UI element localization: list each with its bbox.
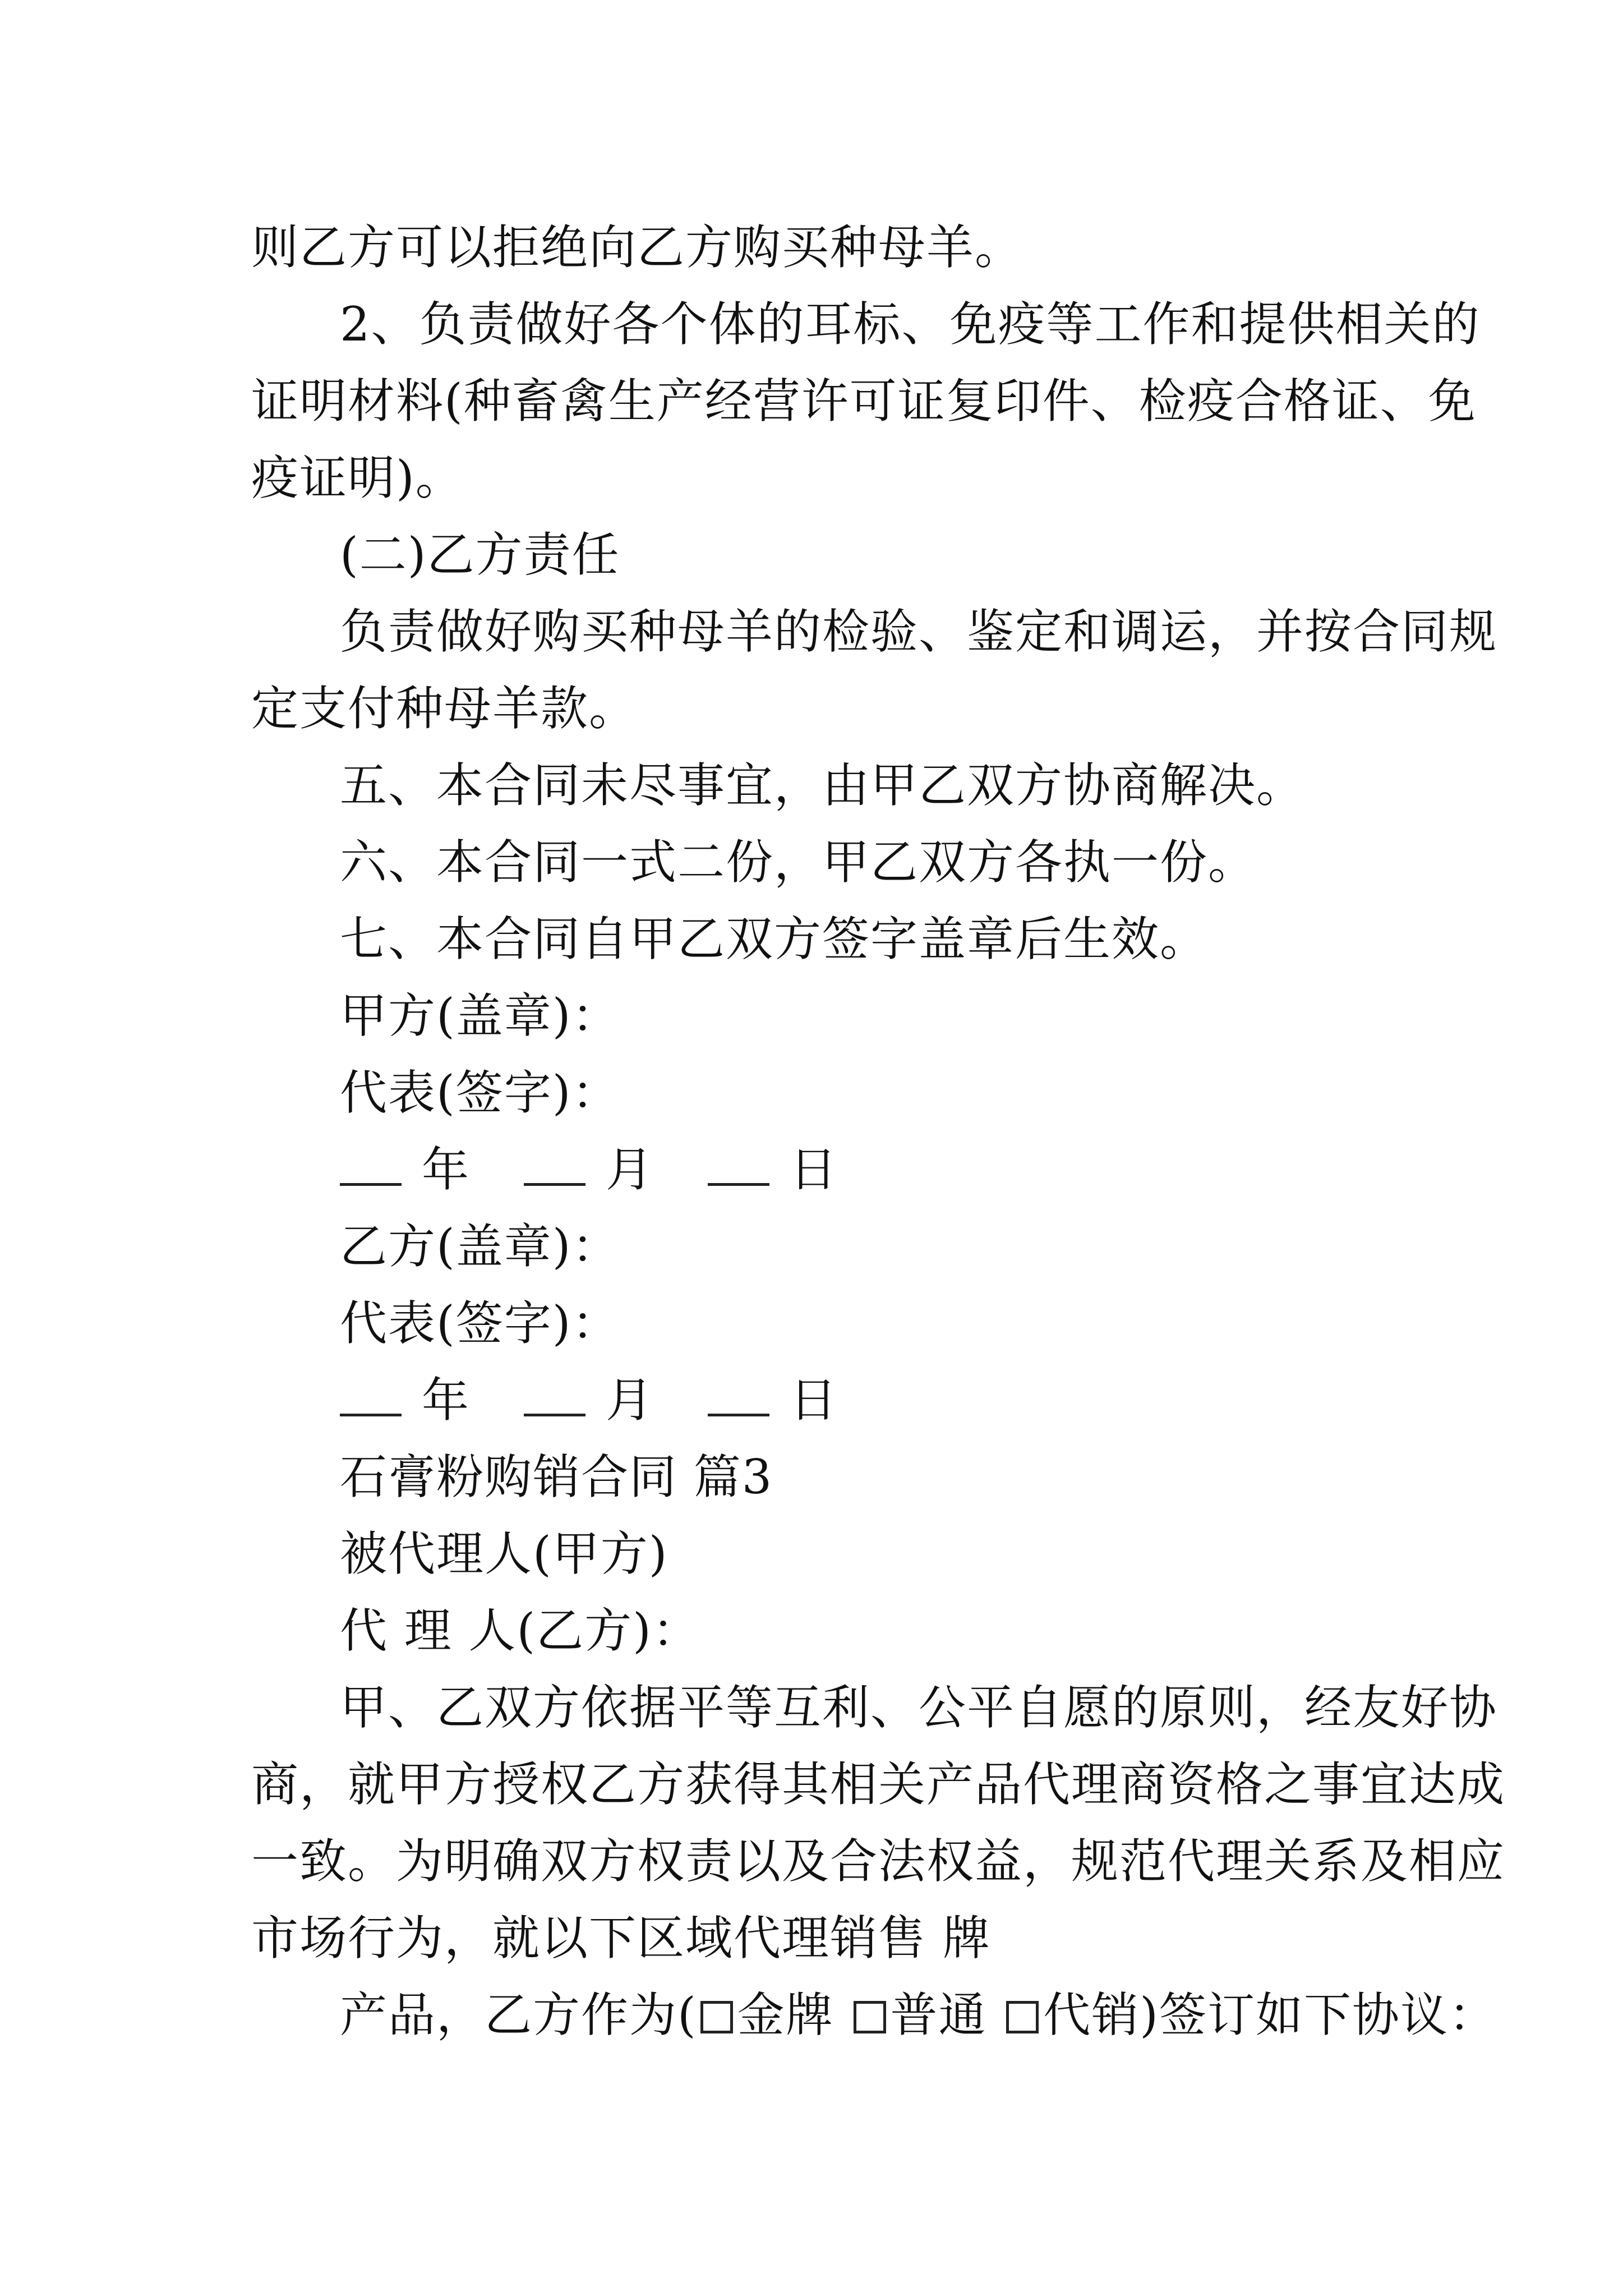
agent-type-line <box>251 1977 1497 2054</box>
text-line-agreement-4: 市场行为，就以下区域代理销售 牌 <box>251 1911 991 1966</box>
day-blank <box>708 1147 769 1186</box>
party-a-signature-label: 代表(签字)： <box>340 1065 620 1120</box>
month-field <box>524 1362 654 1439</box>
month-field <box>524 1131 654 1208</box>
party-a-seal-label: 甲方(盖章)： <box>340 988 620 1043</box>
text-line-agreement-1: 甲、乙双方依据平等互利、公平自愿的原则，经友好协 <box>340 1680 1498 1735</box>
clause-five: 五、本合同未尽事宜，由甲乙双方协商解决。 <box>340 758 1305 813</box>
party-b-seal-label: 乙方(盖章)： <box>340 1219 620 1274</box>
day-field <box>708 1131 838 1208</box>
year-blank <box>340 1378 402 1416</box>
text-line-6: 负责做好购买种母羊的检验、鉴定和调运，并按合同规 <box>340 604 1498 659</box>
year-blank <box>340 1147 402 1186</box>
text-line-agreement-2: 商，就甲方授权乙方获得其相关产品代理商资格之事宜达成 <box>251 1757 1506 1812</box>
year-label: 年 <box>422 1142 471 1197</box>
regular-checkbox[interactable] <box>854 2001 886 2033</box>
gold-checkbox[interactable] <box>700 2001 733 2033</box>
agent-type-prefix: 产品，乙方作为( <box>340 1987 697 2042</box>
gold-option-label: 金牌 <box>737 1987 834 2042</box>
month-blank <box>524 1147 585 1186</box>
clause-seven: 七、本合同自甲乙双方签字盖章后生效。 <box>340 912 1209 967</box>
document-body <box>251 209 1506 2054</box>
day-label: 日 <box>790 1373 838 1428</box>
month-blank <box>524 1378 585 1416</box>
party-b-date-line <box>251 1362 1390 1439</box>
clause-six: 六、本合同一式二份，甲乙双方各执一份。 <box>340 835 1257 890</box>
regular-option-label: 普通 <box>890 1987 987 2042</box>
day-field <box>708 1362 838 1439</box>
text-line-agreement-3: 一致。为明确双方权责以及合法权益，规范代理关系及相应 <box>251 1834 1506 1889</box>
consignment-option-label: 代销 <box>1043 1987 1140 2042</box>
agent-label: 代 理 人(乙方)： <box>340 1603 700 1658</box>
party-b-signature-label: 代表(签字)： <box>340 1296 620 1351</box>
year-field <box>340 1131 470 1208</box>
text-line-7: 定支付种母羊款。 <box>251 681 638 736</box>
day-blank <box>708 1378 769 1416</box>
section-heading-party-b: (二)乙方责任 <box>340 527 620 582</box>
agent-type-suffix: )签订如下协议： <box>1140 1987 1497 2042</box>
contract-title: 石膏粉购销合同 篇3 <box>340 1450 773 1504</box>
year-label: 年 <box>422 1373 471 1428</box>
principal-label: 被代理人(甲方) <box>340 1526 668 1581</box>
text-line-1: 则乙方可以拒绝向乙方购买种母羊。 <box>251 220 1023 275</box>
day-label: 日 <box>790 1142 838 1197</box>
month-label: 月 <box>606 1373 654 1428</box>
month-label: 月 <box>606 1142 654 1197</box>
text-line-2: 2、负责做好各个体的耳标、免疫等工作和提供相关的 <box>340 297 1481 352</box>
consignment-checkbox[interactable] <box>1006 2001 1039 2033</box>
text-line-3: 证明材料(种畜禽生产经营许可证复印件、检疫合格证、免 <box>251 374 1477 429</box>
year-field <box>340 1362 470 1439</box>
text-line-4: 疫证明)。 <box>251 450 464 505</box>
party-a-date-line <box>251 1131 1390 1208</box>
